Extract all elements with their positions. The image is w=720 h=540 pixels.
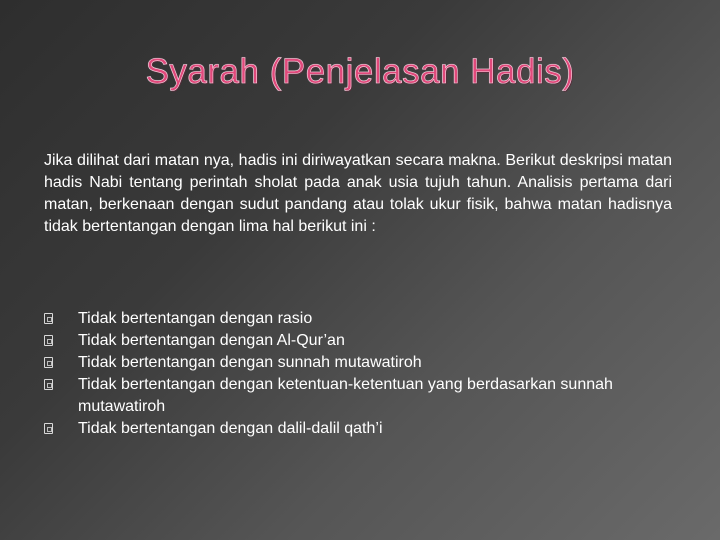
intro-paragraph: Jika dilihat dari matan nya, hadis ini diriwayatkan secara makna. Berikut deskripsi matan hadis Nabi tentang perintah sholat pada anak usia tujuh tahun. Analisis pertama dari matan, berkenaan dengan sudut pandang atau tolak ukur fisik, bahwa matan hadisnya tidak bertentangan dengan lima hal berikut ini : — [44, 152, 672, 235]
list-item — [44, 352, 684, 374]
list-item — [44, 374, 684, 418]
slide-title: Syarah (Penjelasan Hadis) — [145, 52, 575, 91]
list-item-text: Tidak bertentangan dengan rasio — [78, 310, 313, 327]
list-item-text: Tidak bertentangan dengan sunnah mutawatiroh — [78, 354, 422, 371]
list-item-text: Tidak bertentangan dengan Al-Qur’an — [78, 332, 345, 349]
list-item-text: Tidak bertentangan dengan dalil-dalil qath’i — [78, 420, 383, 437]
missing-glyph-icon — [44, 379, 53, 390]
list-item — [44, 308, 684, 330]
missing-glyph-icon — [44, 423, 53, 434]
list-item — [44, 418, 684, 440]
list-item-text: Tidak bertentangan dengan ketentuan-ketentuan yang berdasarkan sunnah mutawatiroh — [78, 376, 613, 415]
missing-glyph-icon — [44, 357, 53, 368]
bullet-list — [44, 308, 684, 440]
missing-glyph-icon — [44, 335, 53, 346]
missing-glyph-icon — [44, 313, 53, 324]
list-item — [44, 330, 684, 352]
